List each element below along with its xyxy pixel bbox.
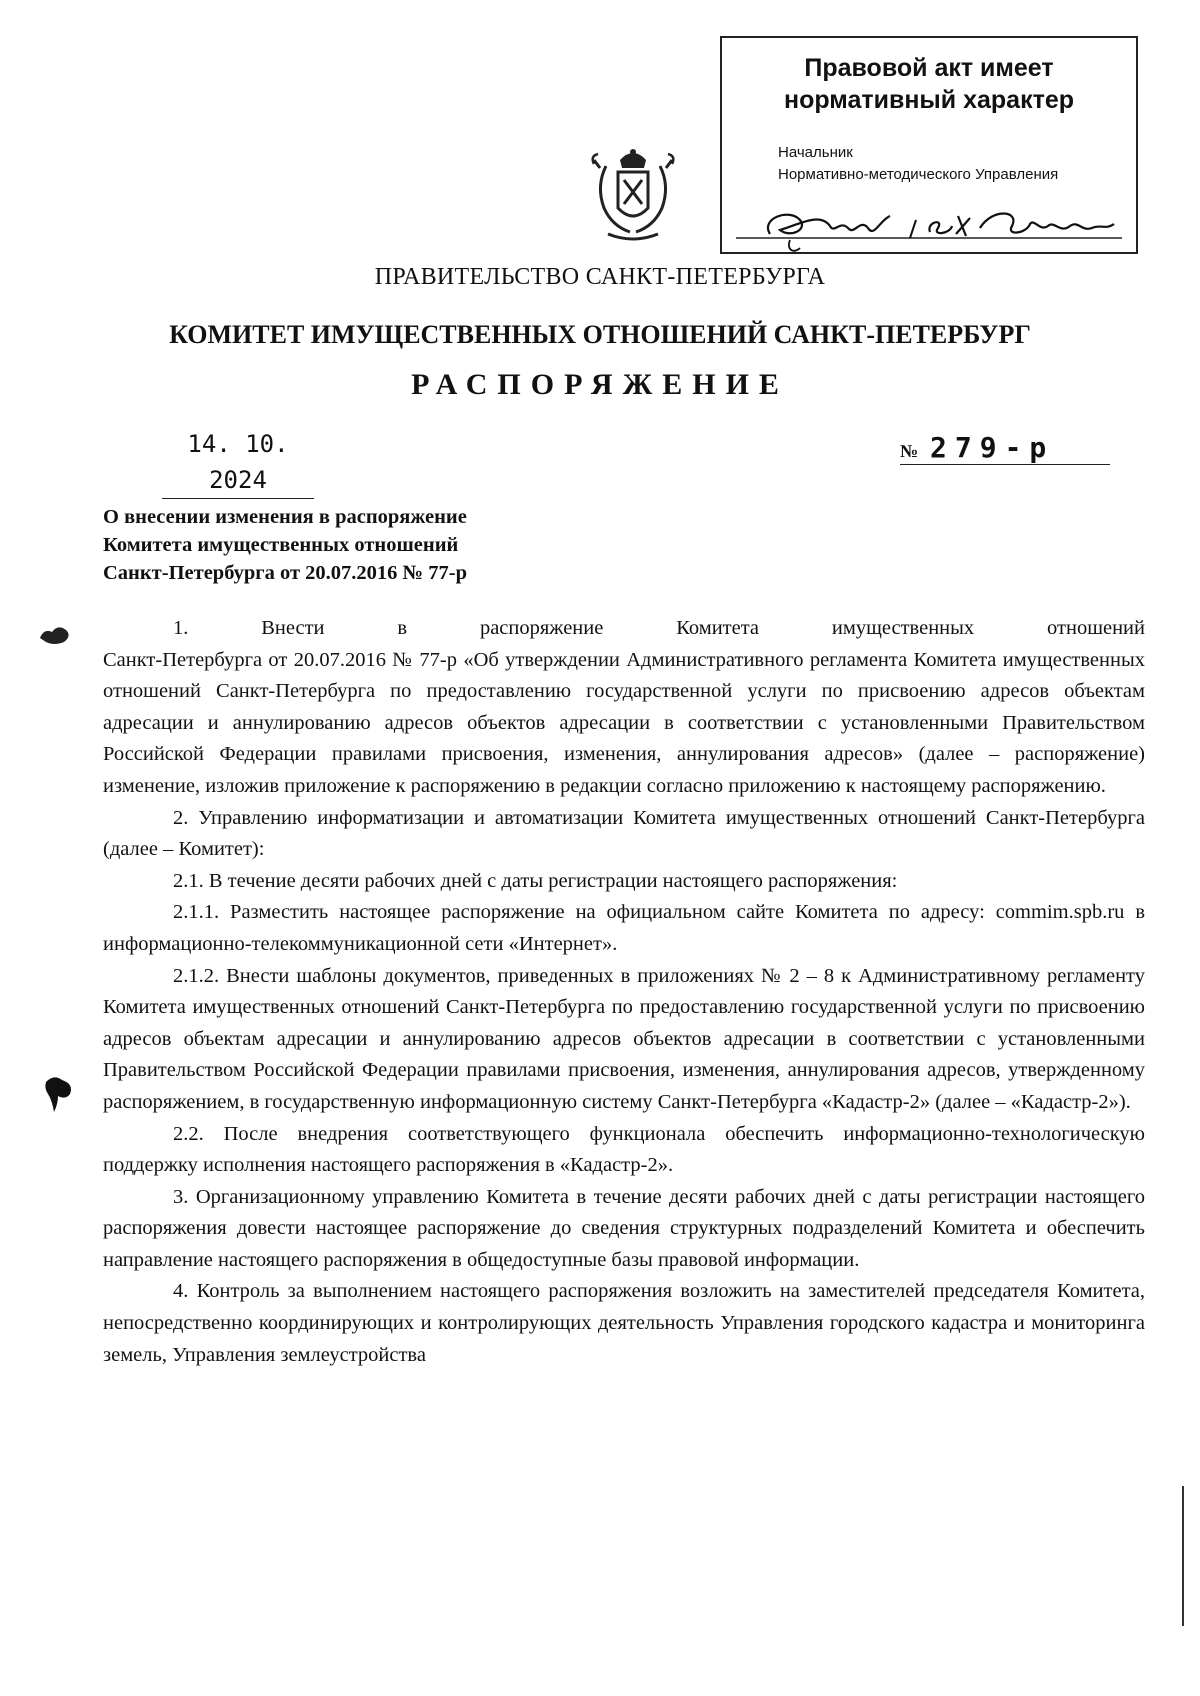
paragraph-1-first-line: 1. Внести в распоряжение Комитета имущественных отношений <box>173 617 1145 639</box>
document-type: РАСПОРЯЖЕНИЕ <box>411 368 789 401</box>
stamp-title <box>722 52 1136 116</box>
scan-blot <box>44 1074 76 1114</box>
stamp-position-line: Нормативно-методического Управления <box>778 166 1059 183</box>
stamp-title-line: нормативный характер <box>783 86 1075 114</box>
document-subject <box>103 503 467 587</box>
document-date: 14. 10. 2024 <box>162 426 314 499</box>
paragraph-2-1-1: 2.1.1. Разместить настоящее распоряжение на официальном сайте Комитета по адресу: commim.spb.ru в информационно-телекоммуникационной сети «Интернет». <box>103 901 1145 955</box>
paragraph-4: 4. Контроль за выполнением настоящего распоряжения возложить на заместителей председателя Комитета, непосредственно координирующих и контролирующих деятельность Управления городского кадастра и мониторинга земель, Управления землеустройства <box>103 1280 1145 1366</box>
handwritten-signature <box>730 198 1130 254</box>
number-value: 279-р <box>930 431 1055 464</box>
normative-stamp <box>720 36 1138 254</box>
subject-line: Комитета имущественных отношений <box>103 534 459 556</box>
committee-title: КОМИТЕТ ИМУЩЕСТВЕННЫХ ОТНОШЕНИЙ САНКТ-ПЕТЕРБУРГ <box>169 320 1031 349</box>
coat-of-arms-icon <box>586 146 680 246</box>
number-sign: № <box>900 441 919 461</box>
subject-line: О внесении изменения в распоряжение <box>103 506 467 528</box>
paragraph-2-2: 2.2. После внедрения соответствующего функционала обеспечить информационно-технологическую поддержку исполнения настоящего распоряжения в «Кадастр-2». <box>103 1122 1145 1177</box>
paragraph-2: 2. Управлению информатизации и автоматизации Комитета имущественных отношений Санкт-Петербурга (далее – Комитет): <box>103 806 1145 861</box>
stamp-position-line: Начальник <box>778 144 853 161</box>
government-title: ПРАВИТЕЛЬСТВО САНКТ-ПЕТЕРБУРГА <box>374 264 826 290</box>
scan-blot <box>38 624 72 646</box>
document-number <box>900 424 1110 465</box>
paragraph-3: 3. Организационному управлению Комитета в течение десяти рабочих дней с даты регистрации настоящего распоряжения довести настоящее распоряжение до сведения структурных подразделений Комитета и обеспечить направление настоящего распоряжения в общедоступные базы правовой информации. <box>103 1185 1145 1271</box>
paragraph-2-1-2: 2.1.2. Внести шаблоны документов, приведенных в приложениях № 2 – 8 к Административному регламенту Комитета имущественных отношений Санкт-Петербурга по предоставлению государственной услуги по присвоению адресов объектам адресации и аннулированию адресов объектов адресации в соответствии с установленными Правительством Российской Федерации правилами присвоения, изменения, аннулирования адресов, утвержденному распоряжением, в государственную информационную систему Санкт-Петербурга «Кадастр-2» (далее – «Кадастр-2»). <box>103 964 1145 1113</box>
paragraph-1: Санкт-Петербурга от 20.07.2016 № 77-р «Об утверждении Административного регламента Комитета имущественных отношений Санкт-Петербурга по предоставлению государственной услуги по присвоению адресов объектам адресации и аннулированию адресов объектов адресации в соответствии с установленными Правительством Российской Федерации правилами присвоения, изменения, аннулирования адресов» (далее – распоряжение) изменение, изложив приложение к распоряжению в редакции согласно приложению к настоящему распоряжению. <box>103 648 1145 797</box>
stamp-title-line: Правовой акт имеет <box>804 54 1054 82</box>
scan-edge-line <box>1182 1486 1184 1626</box>
subject-line: Санкт-Петербурга от 20.07.2016 № 77-р <box>103 562 467 584</box>
paragraph-2-1: 2.1. В течение десяти рабочих дней с даты регистрации настоящего распоряжения: <box>173 869 898 892</box>
stamp-position <box>778 142 1058 186</box>
document-body <box>103 613 1145 1371</box>
